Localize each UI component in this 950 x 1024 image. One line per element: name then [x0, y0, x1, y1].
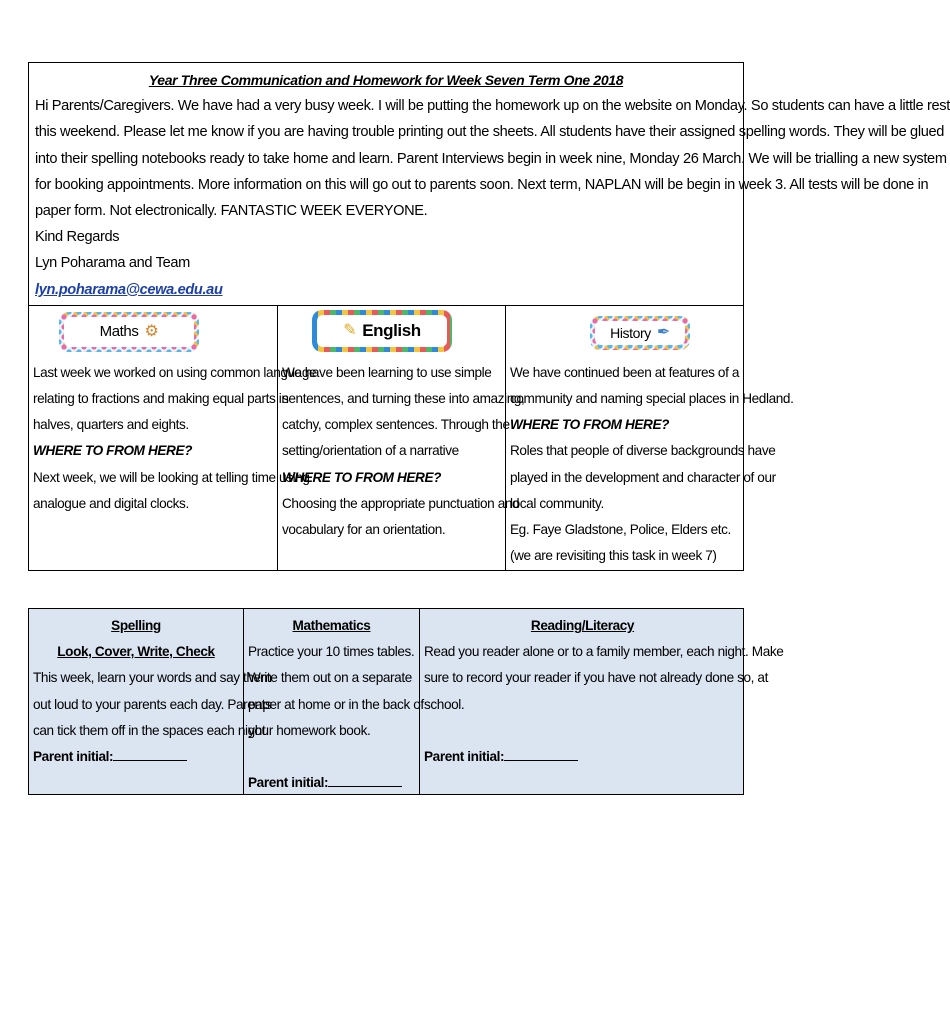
english-next-line: Choosing the appropriate punctuation and — [282, 495, 520, 511]
letter-title: Year Three Communication and Homework for Week Seven Term One 2018 — [148, 72, 624, 88]
reading-parent-initial-field[interactable] — [504, 744, 578, 761]
history-line: We have continued been at features of a — [510, 364, 740, 380]
spelling-parent-initial-label: Parent initial: — [33, 749, 114, 765]
english-line: setting/orientation of a narrative — [282, 443, 459, 459]
history-column — [505, 306, 794, 570]
english-where-heading: WHERE TO FROM HERE? — [282, 469, 442, 485]
spelling-line: can tick them off in the spaces each night. — [33, 722, 269, 738]
english-banner — [312, 310, 452, 352]
spelling-heading: Spelling — [111, 618, 161, 633]
mathematics-line: Write them out on a separate — [248, 670, 412, 686]
homework-table — [28, 608, 784, 795]
history-where-heading: WHERE TO FROM HERE? — [510, 417, 670, 433]
spelling-column — [29, 609, 272, 794]
maths-column — [29, 306, 317, 570]
mathematics-column — [243, 609, 424, 794]
letter-signature: Lyn Poharama and Team — [35, 255, 190, 272]
english-line: catchy, complex sentences. Through the — [282, 417, 510, 433]
history-next-line: played in the development and character of our — [510, 469, 776, 485]
reading-parent-initial-label: Parent initial: — [424, 748, 505, 764]
letter-line-3: into their spelling notebooks ready to take home and learn. Parent Interviews begin in week nine, Monday 26 March. We will be trialling a new system — [35, 150, 947, 167]
english-line: sentences, and turning these into amazing, — [282, 391, 525, 407]
spelling-line: out loud to your parents each day. Parents — [33, 696, 272, 712]
mathematics-line: paper at home or in the back of — [248, 696, 424, 712]
gear-cog-icon: ⚙ — [144, 322, 159, 340]
maths-line: relating to fractions and making equal parts in — [33, 391, 289, 407]
history-banner-label: History — [610, 324, 651, 341]
reading-line: sure to record your reader if you have not already done so, at — [424, 670, 768, 686]
english-column — [277, 306, 525, 570]
mathematics-parent-initial-field[interactable] — [328, 770, 402, 787]
english-banner-label: English — [362, 320, 421, 340]
maths-line: halves, quarters and eights. — [33, 417, 189, 433]
letter-section — [29, 63, 950, 305]
maths-where-heading: WHERE TO FROM HERE? — [33, 443, 193, 459]
reading-column — [419, 609, 784, 794]
mathematics-heading: Mathematics — [292, 618, 371, 633]
history-next-line: Eg. Faye Gladstone, Police, Elders etc. — [510, 522, 731, 538]
reading-line: school. — [424, 696, 465, 712]
maths-next-line: analogue and digital clocks. — [33, 495, 189, 511]
english-next-line: vocabulary for an orientation. — [282, 522, 446, 538]
history-next-line: local community. — [510, 495, 604, 511]
communication-table — [28, 62, 950, 571]
mathematics-parent-initial-label: Parent initial: — [248, 775, 329, 791]
quill-pen-icon: ✒ — [656, 323, 670, 341]
spelling-line: This week, learn your words and say them — [33, 670, 272, 686]
maths-line: Last week we worked on using common language — [33, 364, 317, 380]
maths-next-line: Next week, we will be looking at telling time using — [33, 469, 310, 485]
history-line: community and naming special places in Hedland. — [510, 391, 794, 407]
english-line: We have been learning to use simple — [282, 364, 492, 380]
spelling-subheading: Look, Cover, Write, Check — [57, 644, 215, 660]
letter-line-5: paper form. Not electronically. FANTASTIC WEEK EVERYONE. — [35, 203, 428, 220]
mathematics-line: Practice your 10 times tables. — [248, 644, 415, 660]
subjects-row — [29, 305, 794, 570]
letter-line-2: this weekend. Please let me know if you are having trouble printing out the sheets. All students have their assigned spelling words. They will be glued — [35, 124, 945, 141]
maths-banner-label: Maths — [99, 322, 139, 340]
pencil-icon: ✎ — [343, 321, 357, 339]
history-banner — [590, 316, 690, 350]
maths-banner — [59, 312, 199, 352]
spelling-parent-initial-field[interactable] — [113, 744, 187, 761]
reading-line: Read you reader alone or to a family member, each night. Make — [424, 644, 784, 660]
history-next-line: (we are revisiting this task in week 7) — [510, 548, 717, 564]
reading-heading: Reading/Literacy — [530, 618, 635, 633]
letter-line-4: for booking appointments. More information on this will go out to parents soon. Next term, NAPLAN will be begin in week 3. All tests will be done in — [35, 176, 929, 193]
email-link[interactable]: lyn.poharama@cewa.edu.au — [35, 281, 223, 298]
history-next-line: Roles that people of diverse backgrounds have — [510, 443, 776, 459]
mathematics-line: your homework book. — [248, 722, 371, 738]
letter-closing: Kind Regards — [35, 229, 120, 246]
letter-line-1: Hi Parents/Caregivers. We have had a very busy week. I will be putting the homework up on the website on Monday. So students can have a little rest — [35, 98, 950, 115]
